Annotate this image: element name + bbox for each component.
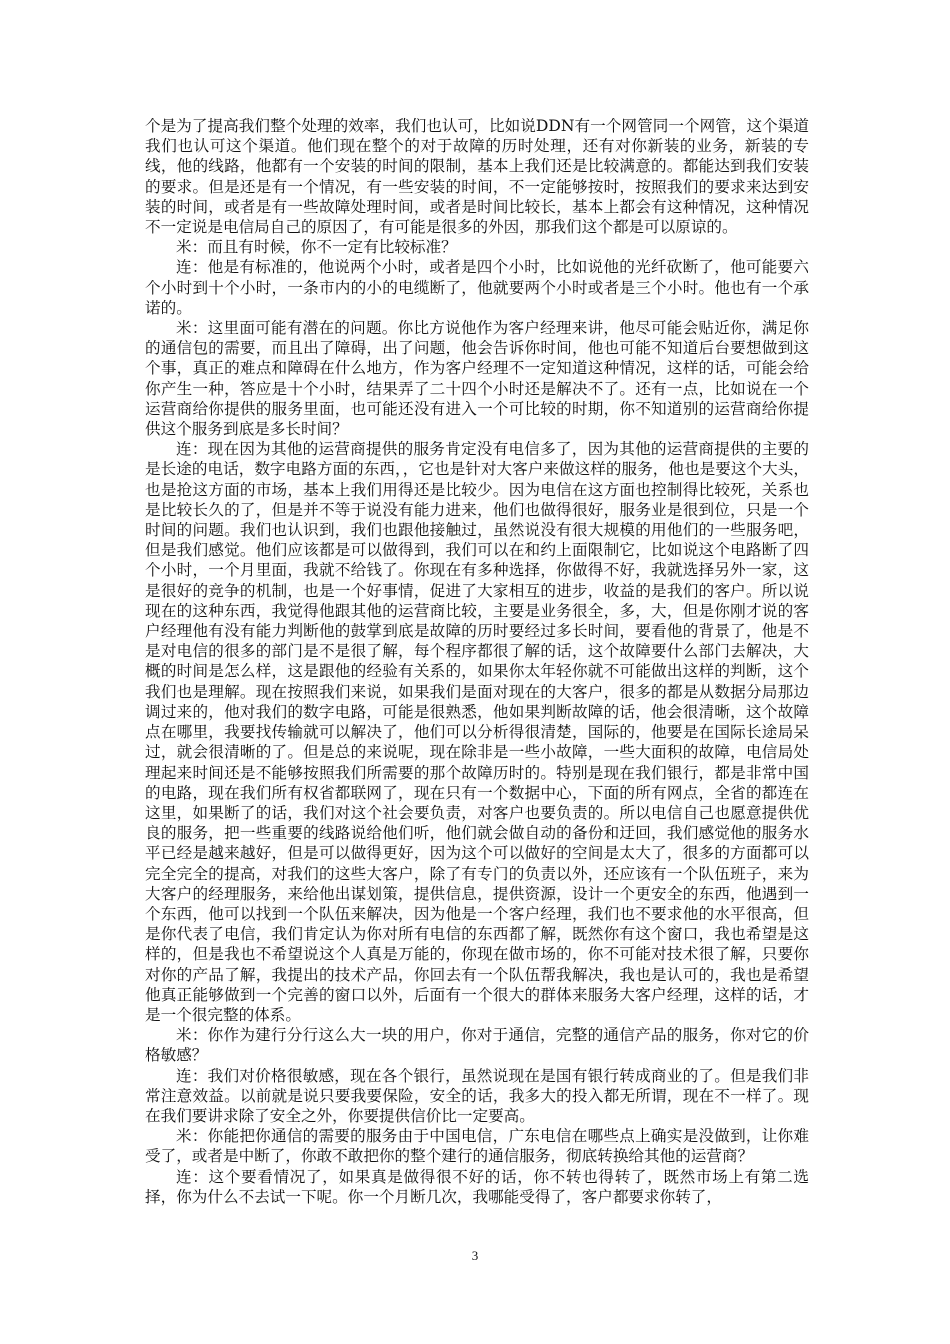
paragraph-mi-question: 米：而且有时候，你不一定有比较标准？ [176,238,457,257]
document-body [145,116,809,1207]
paragraph-lian-answer: 连：现在因为其他的运营商提供的服务肯定没有电信多了，因为其他的运营商提供的主要的是长途的电话，数字电路方面的东西，，它也是针对大客户来做这样的服务，他也是要这个大头，也是抢这方面的市场，基本上我们用得还是比较少。因为电信在这方面也控制得比较死，关系也是比较长久的了，但是并不等于说没有能力进来，他们也做得很好，服务业是很到位，只是一个时间的问题。我们也认识到，我们也跟他接触过，虽然说没有很大规模的用他们的一些服务吧，但是我们感觉。他们应该都是可以做得到，我们可以在和约上面限制它，比如说这个电路断了四个小时，一个月里面，我就不给钱了。你现在有多种选择，你做得不好，我就选择另外一家，这是很好的竞争的机制，也是一个好事情，促进了大家相互的进步，收益的是我们的客户。所以说现在的这种东西，我觉得他跟其他的运营商比较，主要是业务很全，多，大，但是你刚才说的客户经理他有没有能力判断他的鼓掌到底是故障的历时要经过多长时间，要看他的背景了，他是不是对电信的很多的部门是不是很了解，每个程序都很了解的话，这个故障要什么部门去解决，大概的时间是怎么样，这是跟他的经验有关系的，如果你太年轻你就不可能做出这样的判断，这个我们也是理解。现在按照我们来说，如果我们是面对现在的大客户，很多的都是从数据分局那边调过来的，他对我们的数字电路，可能是很熟悉，他如果判断故障的话，他会很清晰，这个故障点在哪里，我要找传输就可以解决了，他们可以分析得很清楚，国际的，他要是在国际长途局呆过，就会很清晰的了。但是总的来说呢，现在除非是一些小故障，一些大面积的故障，电信局处理起来时间还是不能够按照我们所需要的那个故障历时的。特别是现在我们银行，都是非常中国的电路，现在我们所有权省都联网了，现在只有一个数据中心，下面的所有网点，全省的都连在这里，如果断了的话，我们对这个社会要负责，对客户也要负责的。所以电信自己也愿意提供优良的服务，把一些重要的线路说给他们听，他们就会做自动的备份和迂回，我们感觉他的服务水平已经是越来越好，但是可以做得更好，因为这个可以做好的空间是太大了，很多的方面都可以完全完全的提高，对我们的这些大客户，除了有专门的负责以外，还应该有一个队伍班子，来为大客户的经理服务，来给他出谋划策，提供信息，提供资源，设计一个更安全的东西，他遇到一个东西，他可以找到一个队伍来解决，因为他是一个客户经理，我们也不要求他的水平很高，但是你代表了电信，我们肯定认为你对所有电信的东西都了解，既然你有这个窗口，我也希望是这样的，但是我也不希望说这个人真是万能的，你现在做市场的，你不可能对技术很了解，只要你对你的产品了解，我提出的技术产品，你回去有一个队伍帮我解决，我也是认可的，我也是希望他真正能够做到一个完善的窗口以外，后面有一个很大的群体来服务大客户经理，这样的话，才是一个很完整的体系。 [145,440,809,1024]
paragraph-lian-answer: 连：这个要看情况了，如果真是做得很不好的话，你不转也得转了，既然市场上有第二选择，你为什么不去试一下呢。你一个月断几次，我哪能受得了，客户都要求你转了， [145,1167,809,1206]
paragraph-mi-question: 米：你作为建行分行这么大一块的用户，你对于通信，完整的通信产品的服务，你对它的价格敏感？ [145,1026,809,1065]
paragraph-mi-question: 米：你能把你通信的需要的服务由于中国电信，广东电信在哪些点上确实是没做到，让你难受了，或者是中断了，你敢不敢把你的整个建行的通信服务，彻底转换给其他的运营商？ [145,1127,809,1166]
paragraph-lian-answer: 连：我们对价格很敏感，现在各个银行，虽然说现在是国有银行转成商业的了。但是我们非常注意效益。以前就是说只要我要保险，安全的话，我多大的投入都无所谓，现在不一样了。现在我们要讲求除了安全之外，你要提供信价比一定要高。 [145,1066,809,1125]
paragraph-continuation: 个是为了提高我们整个处理的效率，我们也认可，比如说DDN有一个网管同一个网管，这个渠道我们也认可这个渠道。他们现在整个的对于故障的历时处理，还有对你新装的业务，新装的专线，他的线路，他都有一个安装的时间的限制，基本上我们还是比较满意的。都能达到我们安装的要求。但是还是有一个情况，有一些安装的时间，不一定能够按时，按照我们的要求来达到安装的时间，或者是有一些故障处理时间，或者是时间比较长，基本上都会有这种情况，这种情况不一定说是电信局自己的原因了，有可能是很多的外因，那我们这个都是可以原谅的。 [145,117,809,237]
paragraph-lian-answer: 连：他是有标准的，他说两个小时，或者是四个小时，比如说他的光纤砍断了，他可能要六个小时到十个小时，一条市内的小的电缆断了，他就要两个小时或者是三个小时。他也有一个承诺的。 [145,258,809,317]
paragraph-mi-question: 米：这里面可能有潜在的问题。你比方说他作为客户经理来讲，他尽可能会贴近你，满足你的通信包的需要，而且出了障碍，出了问题，他会告诉你时间，他也可能不知道后台要想做到这个事，真正的难点和障碍在什么地方，作为客户经理不一定知道这种情况，这样的话，可能会给你产生一种，答应是十个小时，结果弄了二十四个小时还是解决不了。还有一点，比如说在一个运营商给你提供的服务里面，也可能还没有进入一个可比较的时期，你不知道别的运营商给你提供这个服务到底是多长时间？ [145,319,809,439]
page-number: 3 [471,1248,479,1263]
